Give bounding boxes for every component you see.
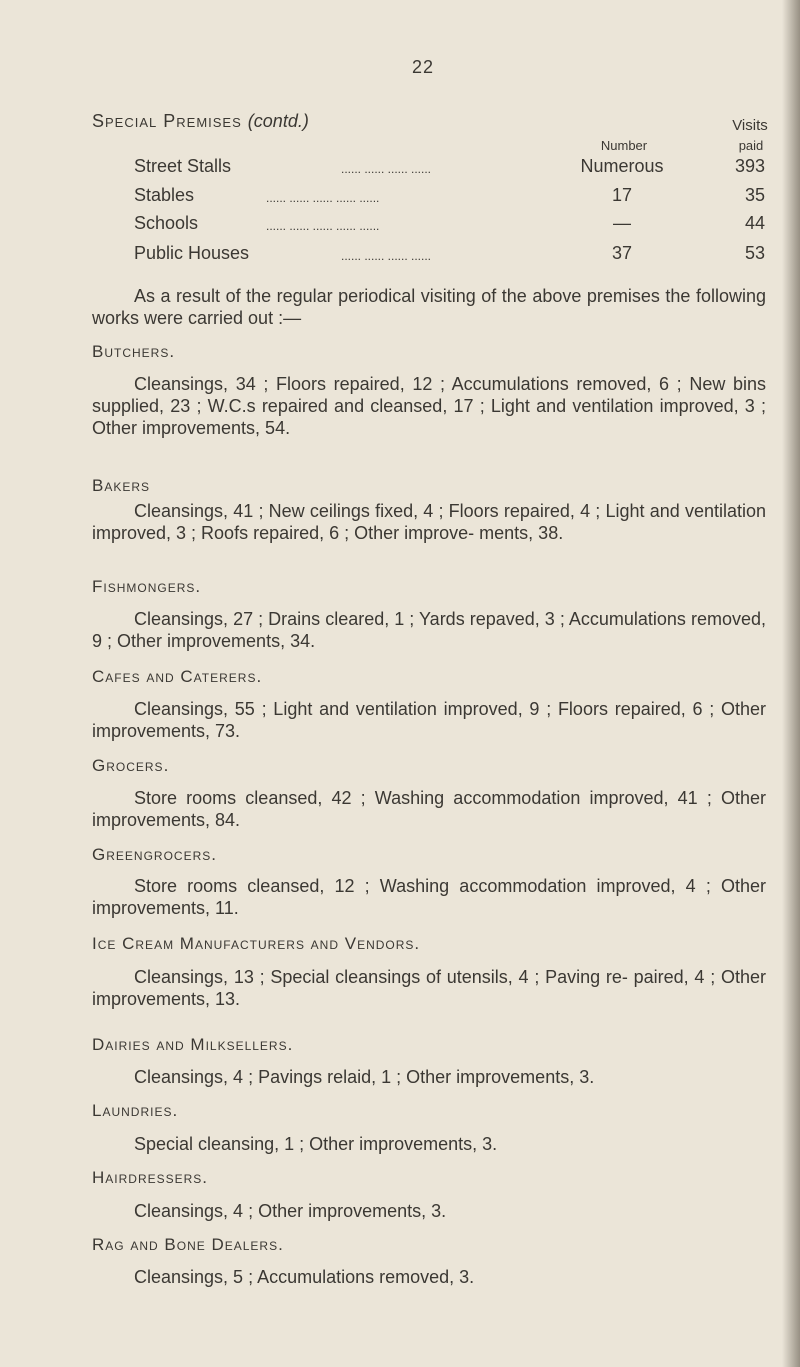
page-number: 22	[411, 57, 435, 77]
visits-col-header-line1: Visits	[732, 117, 768, 134]
table-row	[0, 213, 800, 239]
row-number: 17	[611, 185, 633, 205]
section-heading-ice-cream: Ice Cream Manufacturers and Vendors.	[92, 934, 421, 953]
table-row	[0, 185, 800, 211]
section-text-dairies: Cleansings, 4 ; Pavings relaid, 1 ; Other improvements, 3.	[134, 1067, 595, 1087]
section-text-hairdressers: Cleansings, 4 ; Other improvements, 3.	[134, 1201, 447, 1221]
section-title	[92, 111, 309, 132]
section-text-butchers: Cleansings, 34 ; Floors repaired, 12 ; Accumulations removed, 6 ; New bins supplied, 23 ; W.C.s repaired and cleansed, 17 ; Light and ventilation improved, 3 ; Other improvements, 54.	[92, 374, 766, 438]
row-label: Public Houses	[134, 243, 250, 263]
section-heading-greengrocers: Greengrocers.	[92, 845, 217, 864]
section-heading-hairdressers: Hairdressers.	[92, 1168, 209, 1187]
section-title-contd: (contd.)	[247, 111, 309, 131]
table-row	[0, 156, 800, 182]
row-visits: 44	[744, 213, 765, 233]
table-row	[0, 243, 800, 269]
row-leader-dots: ...... ...... ...... ...... ......	[266, 191, 380, 205]
section-heading-fishmongers: Fishmongers.	[92, 577, 202, 596]
section-text-laundries: Special cleansing, 1 ; Other improvements, 3.	[134, 1134, 498, 1154]
section-text-grocers: Store rooms cleansed, 42 ; Washing accommodation improved, 41 ; Other improvements, 84.	[92, 788, 766, 830]
row-number: Numerous	[580, 156, 664, 176]
section-text-bakers: Cleansings, 41 ; New ceilings fixed, 4 ; Floors repaired, 4 ; Light and ventilation improved, 3 ; Roofs repaired, 6 ; Other improve- ments, 38.	[92, 501, 766, 543]
intro-paragraph: As a result of the regular periodical visiting of the above premises the following works were carried out :—	[92, 286, 766, 328]
row-label: Street Stalls	[134, 156, 232, 176]
section-heading-laundries: Laundries.	[92, 1101, 179, 1120]
section-heading-grocers: Grocers.	[92, 756, 170, 775]
section-heading-cafes: Cafes and Caterers.	[92, 667, 263, 686]
row-leader-dots: ...... ...... ...... ......	[341, 249, 432, 263]
row-label: Stables	[134, 185, 195, 205]
section-heading-rag-bone: Rag and Bone Dealers.	[92, 1235, 284, 1254]
section-text-rag-bone: Cleansings, 5 ; Accumulations removed, 3.	[134, 1267, 475, 1287]
row-visits: 35	[744, 185, 765, 205]
section-text-fishmongers: Cleansings, 27 ; Drains cleared, 1 ; Yards repaved, 3 ; Accumulations removed, 9 ; Other improvements, 34.	[92, 609, 766, 651]
row-label: Schools	[134, 213, 199, 233]
section-text-greengrocers: Store rooms cleansed, 12 ; Washing accommodation improved, 4 ; Other improvements, 11.	[92, 876, 766, 918]
section-heading-dairies: Dairies and Milksellers.	[92, 1035, 294, 1054]
section-text-ice-cream: Cleansings, 13 ; Special cleansings of utensils, 4 ; Paving re- paired, 4 ; Other improvements, 13.	[92, 967, 766, 1009]
number-col-header: Number	[600, 138, 648, 153]
row-leader-dots: ...... ...... ...... ...... ......	[266, 219, 380, 233]
row-leader-dots: ...... ...... ...... ......	[341, 162, 432, 176]
row-number: 37	[611, 243, 633, 263]
section-heading-butchers: Butchers.	[92, 342, 176, 361]
section-text-cafes: Cleansings, 55 ; Light and ventilation improved, 9 ; Floors repaired, 6 ; Other improvements, 73.	[92, 699, 766, 741]
row-visits: 53	[744, 243, 765, 263]
visits-col-header-line2: paid	[738, 138, 764, 153]
section-title-text: Special Premises	[92, 111, 242, 131]
row-number: —	[613, 213, 631, 233]
row-visits: 393	[734, 156, 765, 176]
section-heading-bakers: Bakers	[92, 476, 151, 495]
